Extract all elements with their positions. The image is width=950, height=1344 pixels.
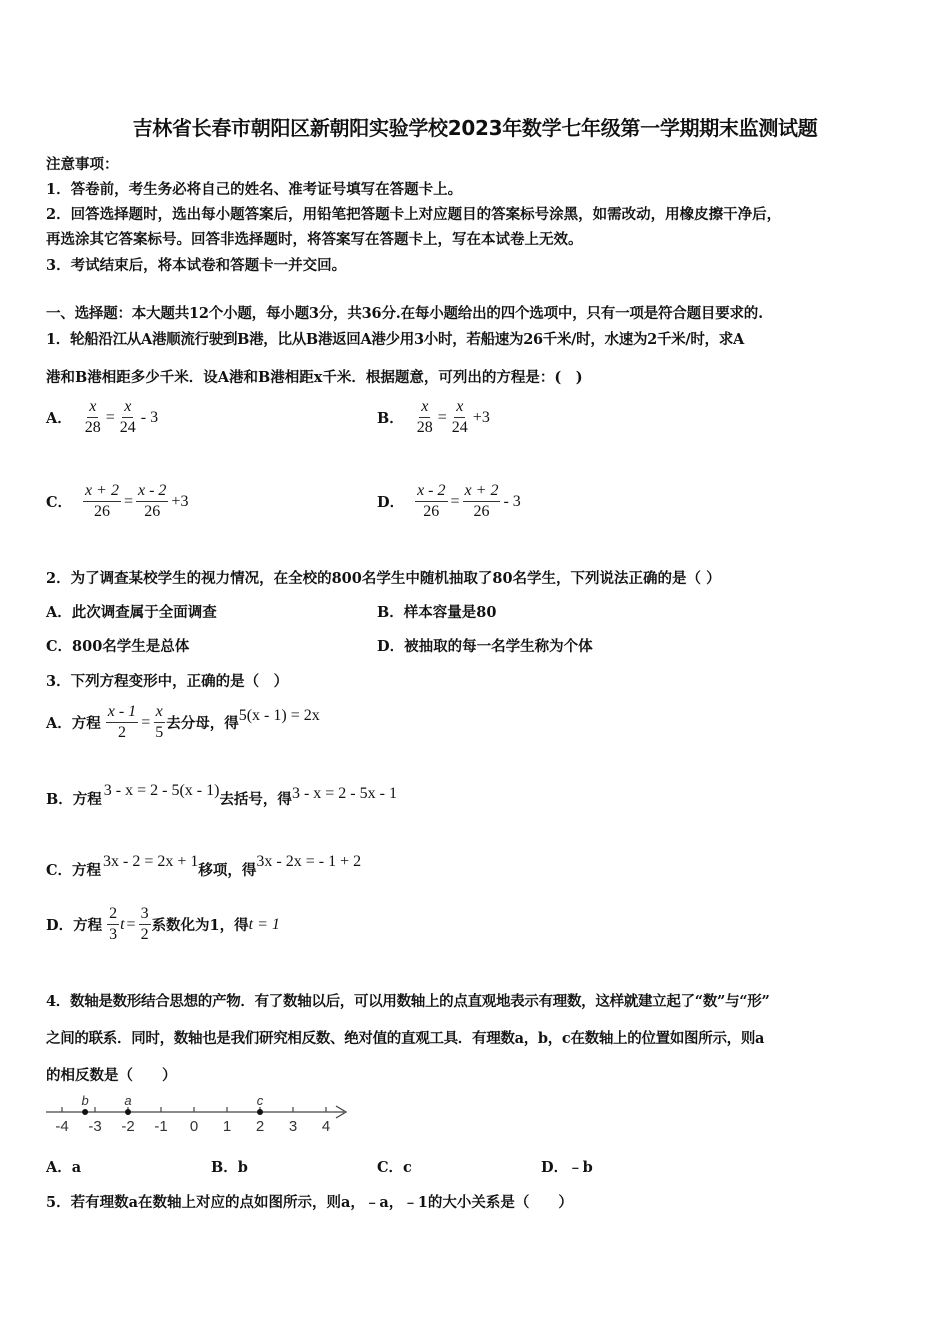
- number-line-point: [125, 1109, 131, 1115]
- equals-sign: =: [126, 915, 136, 933]
- q1-option-b[interactable]: [377, 398, 492, 437]
- denominator: 2: [140, 926, 149, 943]
- question-3-stem: 3．下列方程变形中，正确的是（ ）: [46, 673, 289, 690]
- denominator: 26: [94, 503, 110, 520]
- numerator: x - 2: [415, 482, 447, 502]
- number-line-tick-label: -2: [121, 1118, 135, 1135]
- variable: t: [120, 915, 125, 933]
- numerator: x: [87, 398, 98, 418]
- equals-sign: =: [141, 713, 151, 731]
- question-4-stem-cont: 的相反数是（ ）: [46, 1067, 177, 1084]
- number-line-tick-label: -4: [55, 1118, 69, 1135]
- number-line-tick-label: 2: [255, 1118, 265, 1135]
- numerator: 3: [139, 905, 151, 925]
- option-expression: 3 - x = 2 - 5(x - 1): [103, 781, 220, 799]
- denominator: 3: [109, 926, 118, 943]
- option-mid: 去括号，得: [219, 791, 292, 808]
- option-result: 3 - x = 2 - 5x - 1: [291, 784, 397, 802]
- numerator: x - 1: [106, 703, 138, 723]
- option-mid: 去分母，得: [166, 715, 239, 732]
- numerator: x + 2: [83, 482, 121, 502]
- denominator: 28: [416, 419, 433, 436]
- tail-term: +3: [472, 408, 490, 426]
- option-mid: 移项，得: [198, 862, 257, 879]
- number-line-tick-label: 4: [321, 1118, 331, 1135]
- q4-option-d[interactable]: D．﹣b: [541, 1159, 593, 1176]
- number-line-tick-label: -3: [88, 1118, 102, 1135]
- denominator: 2: [117, 724, 126, 741]
- q2-option-b[interactable]: B．样本容量是80: [377, 604, 497, 621]
- option-label: A．: [46, 410, 72, 427]
- option-label: C．: [46, 494, 73, 511]
- numerator: 2: [107, 905, 119, 925]
- denominator: 26: [473, 503, 490, 520]
- option-mid: 系数化为1，得: [151, 917, 249, 934]
- q1-option-d[interactable]: [377, 482, 523, 521]
- option-expression: 3x - 2 = 2x + 1: [103, 852, 199, 870]
- q4-option-a[interactable]: A．a: [46, 1159, 82, 1176]
- q1-option-c[interactable]: [46, 482, 190, 521]
- option-label: D．: [377, 494, 405, 511]
- number-line-point-label: b: [81, 1093, 89, 1108]
- equals-sign: =: [123, 492, 133, 510]
- section-heading: 一、选择题：本大题共12个小题，每小题3分，共36分.在每小题给出的四个选项中，只有一项是符合题目要求的.: [46, 305, 763, 322]
- q3-option-c[interactable]: [46, 851, 362, 879]
- numerator: x + 2: [463, 482, 501, 502]
- question-2-stem: 2．为了调查某校学生的视力情况，在全校的800名学生中随机抽取了80名学生，下列说法正确的是（ ）: [46, 570, 721, 587]
- notice-item: 再选涂其它答案标号。回答非选择题时，将答案写在答题卡上，写在本试卷上无效。: [46, 231, 583, 248]
- equals-sign: =: [105, 408, 115, 426]
- question-4-stem-cont: 之间的联系．同时，数轴也是我们研究相反数、绝对值的直观工具．有理数a，b，c在数轴上的位置如图所示，则a: [46, 1030, 765, 1047]
- notice-item: 3．考试结束后，将本试卷和答题卡一并交回。: [46, 257, 347, 274]
- option-result: 5(x - 1) = 2x: [238, 706, 320, 724]
- tail-term: - 3: [140, 408, 159, 426]
- denominator: 26: [423, 503, 440, 520]
- q2-option-d[interactable]: D．被抽取的每一名学生称为个体: [377, 638, 593, 655]
- question-1-stem: 1．轮船沿江从A港顺流行驶到B港，比从B港返回A港少用3小时，若船速为26千米/时，水速为2千米/时，求A: [46, 331, 744, 348]
- q4-option-b[interactable]: B．b: [211, 1159, 248, 1176]
- number-line-tick-label: 1: [222, 1118, 232, 1135]
- option-label: B．: [377, 410, 404, 427]
- notice-item: 1．答卷前，考生务必将自己的姓名、准考证号填写在答题卡上。: [46, 181, 463, 198]
- number-line-tick-label: -1: [154, 1118, 168, 1135]
- equals-sign: =: [450, 492, 460, 510]
- tail-term: - 3: [503, 492, 521, 510]
- question-5-stem: 5．若有理数a在数轴上对应的点如图所示，则a，﹣a，﹣1的大小关系是（ ）: [46, 1194, 573, 1211]
- equals-sign: =: [437, 408, 447, 426]
- q3-option-d[interactable]: [46, 905, 280, 944]
- q2-option-a[interactable]: A．此次调查属于全面调查: [46, 604, 217, 621]
- denominator: 28: [84, 419, 101, 436]
- denominator: 5: [155, 724, 164, 741]
- question-4-stem: 4．数轴是数形结合思想的产物．有了数轴以后，可以用数轴上的点直观地表示有理数，这样就建立起了“数”与“形”: [46, 993, 770, 1010]
- numerator: x: [154, 703, 165, 723]
- number-line-point: [257, 1109, 263, 1115]
- number-line-point-label: a: [124, 1093, 132, 1108]
- number-line-point-label: c: [256, 1093, 264, 1108]
- option-prefix: C．方程: [46, 862, 102, 879]
- number-line-tick-label: 0: [189, 1118, 199, 1135]
- option-prefix: A．方程: [46, 715, 101, 732]
- option-result: 3x - 2x = - 1 + 2: [256, 852, 362, 870]
- notice-item: 2．回答选择题时，选出每小题答案后，用铅笔把答题卡上对应题目的答案标号涂黑，如需改动，用橡皮擦干净后，: [46, 206, 782, 223]
- numerator: x: [454, 398, 465, 418]
- numerator: x - 2: [136, 482, 168, 502]
- q3-option-b[interactable]: [46, 781, 397, 809]
- numerator: x: [122, 398, 133, 418]
- option-prefix: B．方程: [46, 791, 102, 808]
- option-prefix: D．方程: [46, 917, 103, 934]
- tail-term: +3: [171, 492, 189, 510]
- question-1-stem-cont: 港和B港相距多少千米．设A港和B港相距x千米．根据题意，可列出的方程是：( ): [46, 369, 583, 386]
- denominator: 24: [451, 419, 468, 436]
- number-line-point: [82, 1109, 88, 1115]
- q1-option-a[interactable]: [46, 398, 160, 437]
- number-line-tick-label: 3: [288, 1118, 298, 1135]
- notice-heading: 注意事项：: [46, 156, 119, 173]
- numerator: x: [419, 398, 430, 418]
- option-result: t = 1: [248, 915, 280, 933]
- q3-option-a[interactable]: [46, 703, 320, 742]
- denominator: 24: [119, 419, 136, 436]
- number-line-figure: [44, 1090, 354, 1138]
- q2-option-c[interactable]: C．800名学生是总体: [46, 638, 190, 655]
- page-title: 吉林省长春市朝阳区新朝阳实验学校2023年数学七年级第一学期期末监测试题: [132, 116, 818, 140]
- q4-option-c[interactable]: C．c: [377, 1159, 412, 1176]
- denominator: 26: [144, 503, 161, 520]
